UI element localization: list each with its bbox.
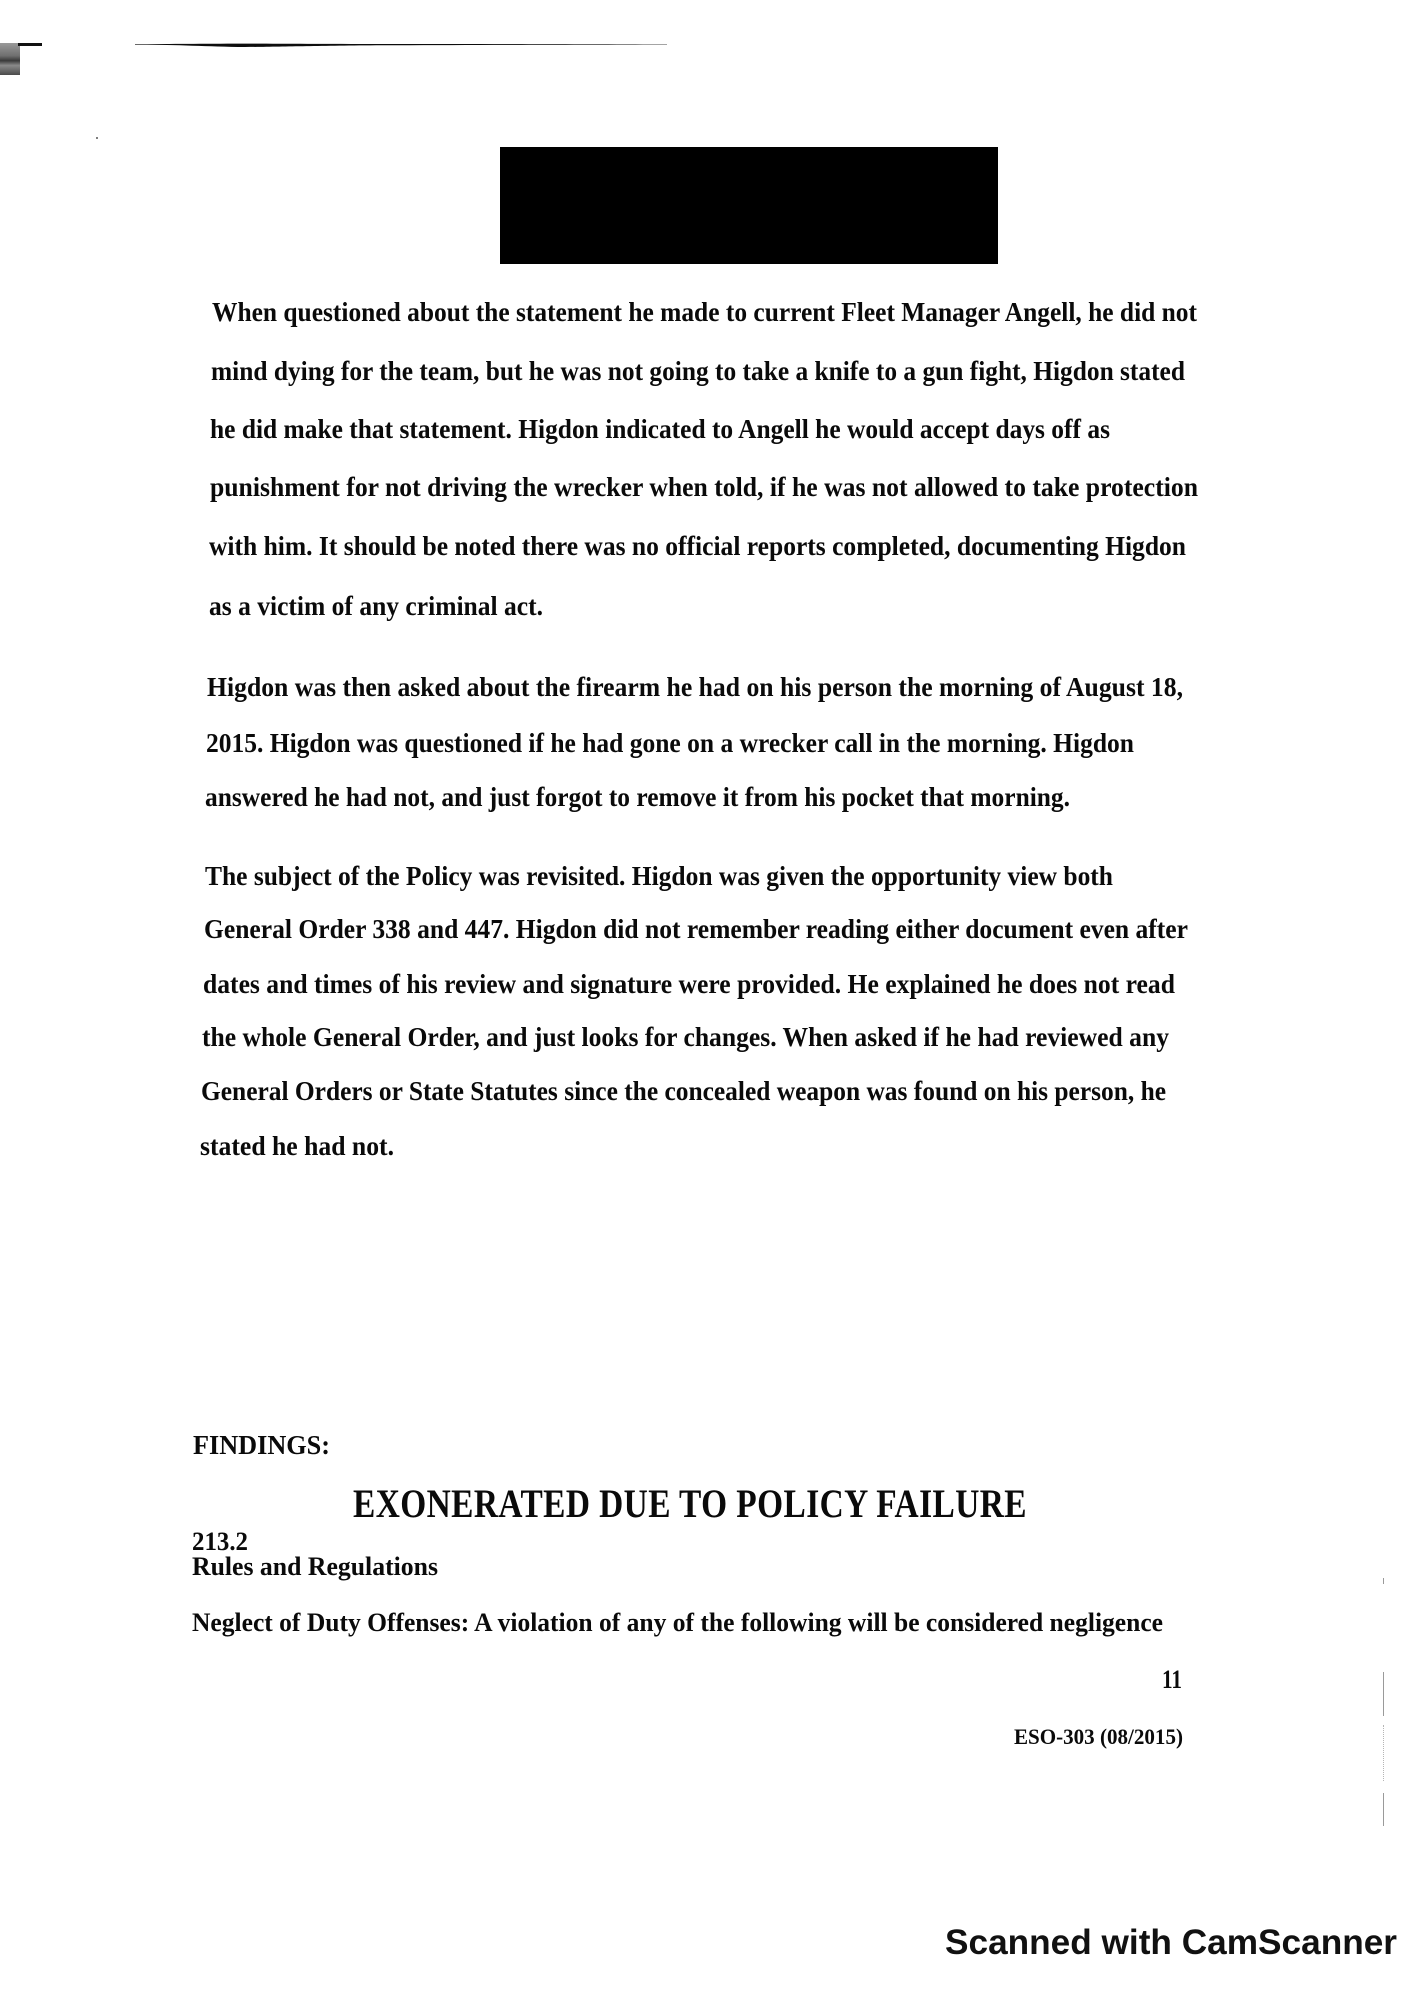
body-line: answered he had not, and just forgot to remove it from his pocket that morning. xyxy=(205,782,1071,812)
scan-speck xyxy=(96,137,98,139)
section-title: Rules and Regulations xyxy=(192,1552,438,1581)
body-line: punishment for not driving the wrecker when told, if he was not allowed to take protection xyxy=(210,472,1198,502)
scan-edge-mark xyxy=(1383,1672,1384,1716)
scan-edge-mark xyxy=(1383,1725,1385,1781)
section-number: 213.2 xyxy=(192,1527,249,1556)
form-code: ESO-303 (08/2015) xyxy=(1014,1724,1183,1749)
body-line: 2015. Higdon was questioned if he had gone on a wrecker call in the morning. Higdon xyxy=(206,728,1134,758)
body-line: dates and times of his review and signature were provided. He explained he does not read xyxy=(203,969,1175,999)
camscanner-watermark: Scanned with CamScanner xyxy=(945,1923,1397,1962)
top-rule-line xyxy=(135,42,667,48)
body-line: stated he had not. xyxy=(200,1131,394,1161)
body-line: he did make that statement. Higdon indicated to Angell he would accept days off as xyxy=(210,414,1110,444)
body-line: as a victim of any criminal act. xyxy=(209,591,543,621)
scan-corner-artifact xyxy=(0,43,20,75)
scan-edge-mark xyxy=(1383,1793,1384,1826)
body-line: When questioned about the statement he made to current Fleet Manager Angell, he did not xyxy=(212,297,1198,327)
body-line: The subject of the Policy was revisited. Higdon was given the opportunity view both xyxy=(205,861,1113,891)
page-number: 11 xyxy=(1162,1665,1182,1694)
scan-corner-tick xyxy=(18,43,42,46)
body-line: the whole General Order, and just looks for changes. When asked if he had reviewed any xyxy=(202,1022,1170,1052)
redaction-block xyxy=(500,147,998,264)
body-line: Higdon was then asked about the firearm he had on his person the morning of August 18, xyxy=(207,672,1184,702)
findings-label: FINDINGS: xyxy=(193,1430,330,1460)
scan-edge-mark xyxy=(1383,1578,1384,1584)
body-line: mind dying for the team, but he was not going to take a knife to a gun fight, Higdon stated xyxy=(211,356,1185,386)
findings-verdict: EXONERATED DUE TO POLICY FAILURE xyxy=(353,1481,1027,1526)
neglect-of-duty-text: Neglect of Duty Offenses: A violation of any of the following will be considered negligence xyxy=(192,1608,1163,1637)
body-line: General Orders or State Statutes since the concealed weapon was found on his person, he xyxy=(201,1076,1166,1106)
body-line: General Order 338 and 447. Higdon did not remember reading either document even after xyxy=(204,914,1188,944)
body-line: with him. It should be noted there was no official reports completed, documenting Higdon xyxy=(209,531,1186,561)
